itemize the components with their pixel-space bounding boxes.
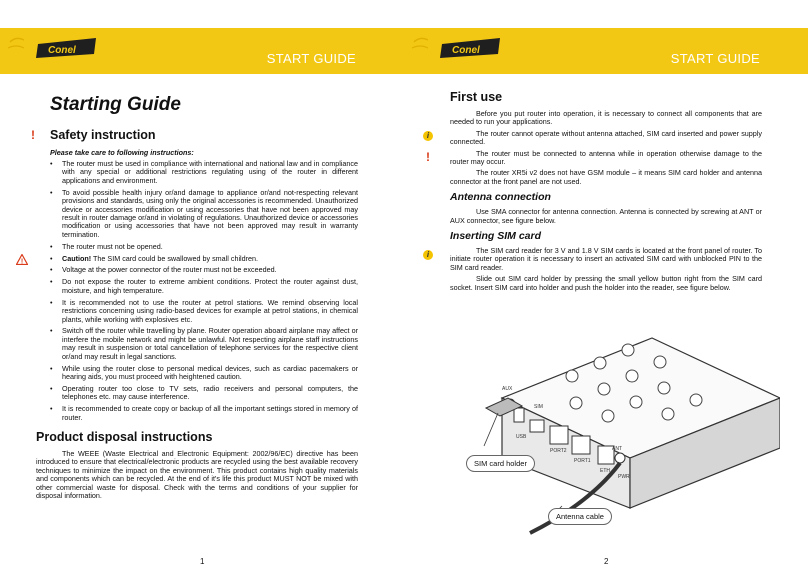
info-icon: i: [423, 131, 433, 141]
disposal-text: The WEEE (Waste Electrical and Electronic Equipment: 2002/96/EC) directive has been introduced to ensure that electrical/electronic products are recycled using the best available recovery techniques to minimize the impact on the environment. This product contains high quality materials and components which can be recycled. At the end of it's life this product MUST NOT be mixed with other commercial waste for disposal. Check with the terms and conditions of your supplier for disposal information.: [36, 448, 358, 500]
first-use-p2: The router cannot operate without antenna attached, SIM card inserted and power supply connected.: [450, 128, 762, 147]
sim-p2: Slide out SIM card holder by pressing the small yellow button right from the SIM card socket. Insert SIM card into holder and push the holder into the reader, see figure below.: [450, 274, 762, 292]
exclamation-icon: !: [426, 149, 430, 164]
exclamation-icon: !: [31, 128, 35, 142]
conel-logo: [2, 28, 112, 68]
svg-text:Conel: Conel: [452, 45, 480, 56]
label-pwr: PWR: [618, 474, 630, 480]
list-item: • While using the router close to personal medical devices, such as cardiac pacemakers or hearing aids, you must proceed with heightened caution.: [50, 365, 358, 382]
first-use-p4: The router XR5i v2 does not have GSM module – it means SIM card holder and antenna connector at the front panel are not used.: [450, 168, 762, 186]
info-icon: i: [423, 250, 433, 260]
safety-heading: Safety instruction: [50, 128, 156, 142]
warning-icon: [16, 254, 28, 265]
label-sim: SIM: [534, 404, 543, 410]
first-use-p1: Before you put router into operation, it is necessary to connect all components that are needed to run your applications.: [450, 109, 762, 127]
list-item: • The router must not be opened.: [50, 243, 358, 251]
label-port1: PORT1: [574, 458, 591, 464]
disposal-heading: Product disposal instructions: [36, 429, 213, 444]
safety-list: [20, 159, 358, 422]
label-eth: ETH: [600, 468, 610, 474]
router-figure: [450, 328, 780, 538]
caution-label: Caution!: [62, 253, 92, 263]
antenna-text: Use SMA connector for antenna connection. Antenna is connected by screwing at ANT or AUX connector, see figure below.: [450, 207, 762, 225]
conel-logo: [406, 28, 516, 68]
right-content: [426, 82, 762, 295]
safety-subheading: Please take care to following instructions:: [50, 148, 194, 157]
label-port2: PORT2: [550, 448, 567, 454]
callout-antenna-cable: Antenna cable: [548, 508, 612, 525]
caution-text: The SIM card could be swallowed by small children.: [93, 253, 259, 263]
first-use-heading: First use: [450, 90, 503, 104]
sim-p1: The SIM card reader for 3 V and 1.8 V SIM cards is located at the front panel of router. To initiate router operation it is necessary to insert an activated SIM card with unblocked PIN to the SIM card reader.: [450, 246, 762, 272]
list-item: • It is recommended not to use the router at petrol stations. We remind observing local restrictions concerning using radio-based devices for example at petrol stations, in chemical plants, while working with explosives etc.: [50, 299, 358, 324]
header-title: START GUIDE: [670, 51, 760, 66]
first-use-p3: The router must be connected to antenna while in operation otherwise damage to the router may occur.: [450, 148, 762, 167]
callout-sim-holder: SIM card holder: [466, 455, 535, 472]
svg-text:!: • !: [20, 258, 24, 265]
left-content: [20, 88, 358, 503]
header-title: START GUIDE: [266, 51, 356, 66]
list-item: • The router must be used in compliance with international and national law and in compliance with any special or additional restrictions regulating using of the router in different applications and environment.: [50, 160, 358, 185]
list-item: • It is recommended to create copy or backup of all the important settings stored in memory of router.: [50, 405, 358, 422]
list-item: • Operating router too close to TV sets, radio receivers and personal computers, the telephones etc. may cause interference.: [50, 385, 358, 402]
sim-heading: Inserting SIM card: [450, 230, 542, 243]
list-item: • Voltage at the power connector of the router must not be exceeded.: [50, 266, 358, 274]
list-item: • Do not expose the router to extreme ambient conditions. Protect the router against dust, moisture, and high temperature.: [50, 278, 358, 295]
list-item: • To avoid possible health injury or/and damage to appliance or/and not-respecting relevant provisions and standards, using only the original accessories is recommended. Unauthorized device or accessories modification or using accessories that have not been approved may result in router damage or/and in violating of regulations. Unauthorized device or accessories modification or using accessories that have not been approved may result in warranty termination.: [50, 189, 358, 239]
page-title: Starting Guide: [50, 94, 181, 115]
label-ant: ANT: [612, 446, 622, 452]
label-aux: AUX: [502, 386, 513, 392]
list-item-caution: [20, 253, 358, 265]
antenna-heading: Antenna connection: [450, 191, 551, 204]
list-item: • Switch off the router while travelling by plane. Router operation aboard airplane may affect or interfere the mobile network and might be unlawful. Not respecting airplane staff instructions may result in suspension or total cancellation of telephone services for the respective client or/and may result in legal sanctions.: [50, 327, 358, 361]
page-number: 1: [200, 557, 205, 566]
label-usb: USB: [516, 434, 527, 440]
page-number: 2: [604, 557, 609, 566]
svg-text:Conel: Conel: [48, 45, 76, 56]
ant-connector: [615, 453, 625, 463]
